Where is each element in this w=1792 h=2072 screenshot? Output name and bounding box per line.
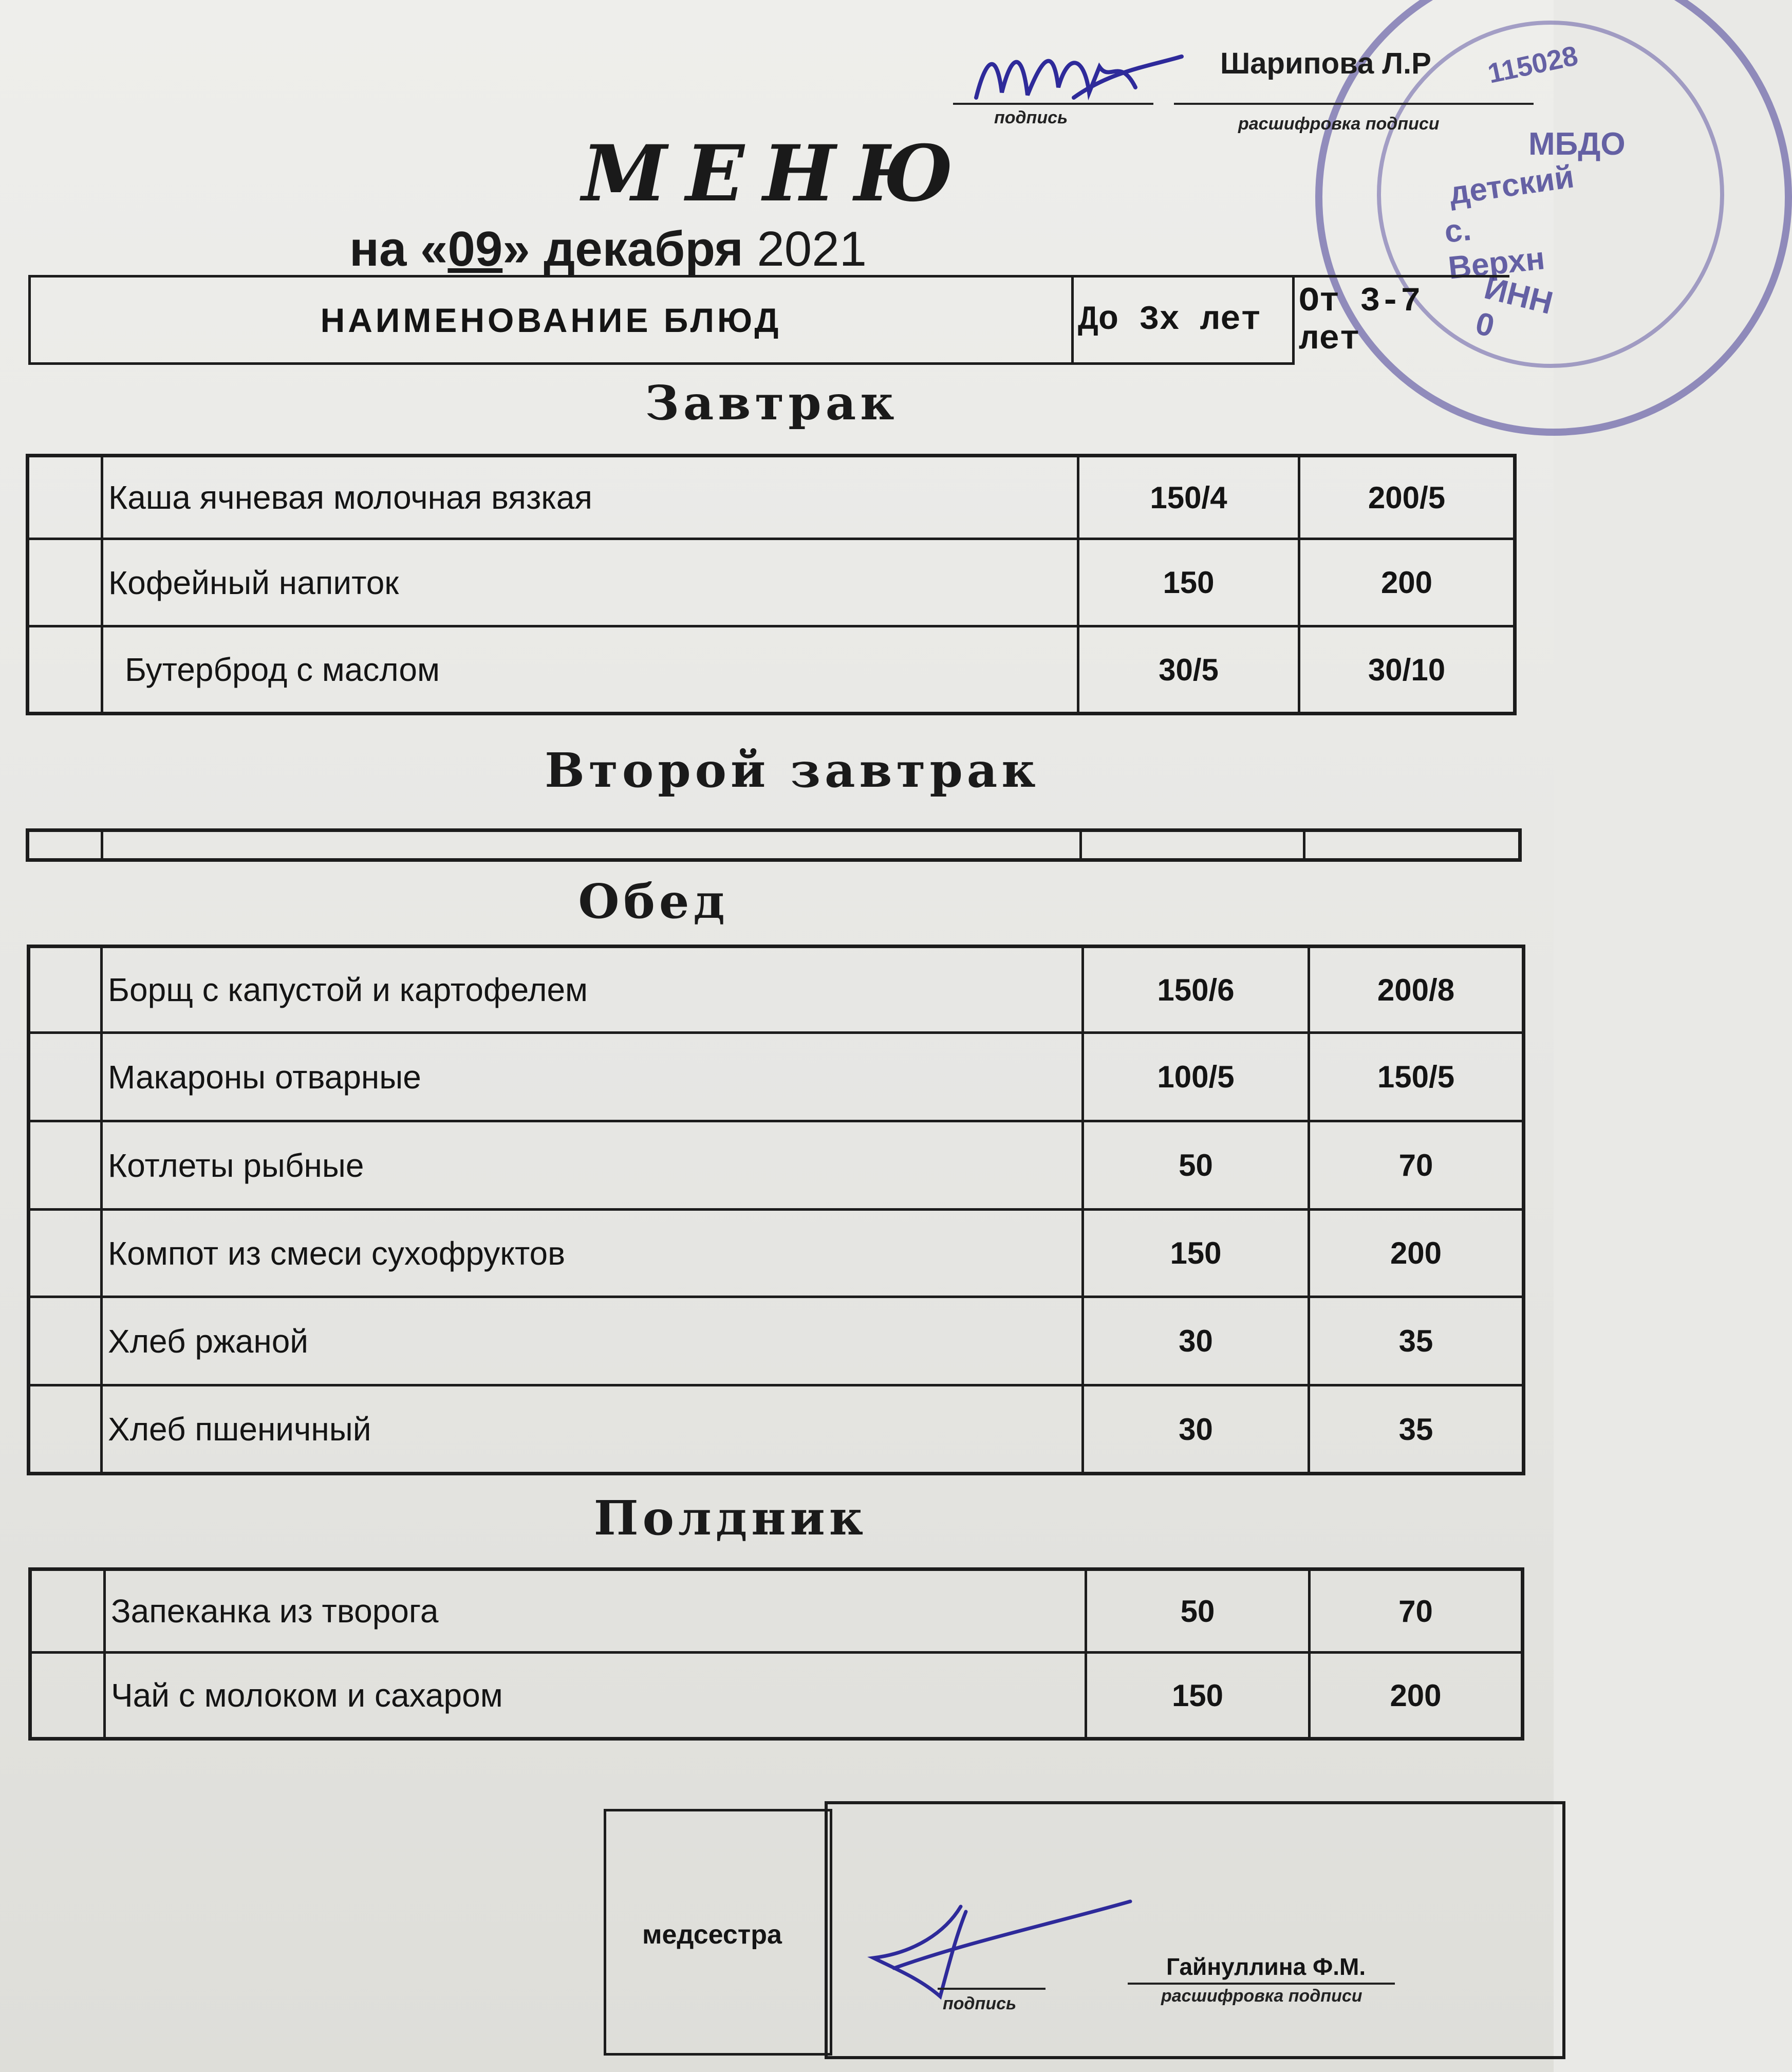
lunch-table	[27, 945, 1525, 1475]
page-title: МЕНЮ	[582, 128, 972, 219]
portion-3-7: 200/8	[1309, 947, 1524, 1033]
table-row	[29, 1121, 1524, 1210]
snack-table	[28, 1567, 1524, 1741]
approval-signature-caption: подпись	[994, 108, 1068, 127]
dish-name: Макароны отварные	[102, 1033, 1083, 1121]
portion-3-7: 200	[1309, 1210, 1524, 1297]
date-year: 2021	[757, 221, 867, 276]
table-row	[28, 626, 1515, 714]
empty-cell	[1081, 830, 1304, 860]
dish-name: Чай с молоком и сахаром	[105, 1653, 1086, 1739]
portion-3-7: 200	[1310, 1653, 1523, 1739]
row-index-cell	[28, 539, 102, 626]
footer-role: медсестра	[642, 1920, 782, 1950]
table-row	[29, 1033, 1524, 1121]
row-index-cell	[28, 456, 102, 539]
table-row	[28, 830, 1520, 860]
table-row	[29, 947, 1524, 1033]
portion-under-3: 150/6	[1083, 947, 1309, 1033]
nurse-signature	[863, 1891, 1151, 2009]
table-row	[29, 1385, 1524, 1474]
column-header-under-3: До 3х лет	[1073, 276, 1294, 364]
portion-3-7: 35	[1309, 1385, 1524, 1474]
empty-cell	[1304, 830, 1520, 860]
row-index-cell	[29, 1297, 102, 1385]
row-index-cell	[29, 1385, 102, 1474]
dish-name: Хлеб пшеничный	[102, 1385, 1083, 1474]
empty-cell	[28, 830, 102, 860]
second-breakfast-table	[26, 828, 1522, 862]
row-index-cell	[30, 1569, 105, 1653]
stamp-text: с. Верхн	[1443, 211, 1547, 286]
stamp-text: 115028	[1485, 40, 1581, 89]
column-header-3-7	[1294, 276, 1509, 364]
row-index-cell	[29, 947, 102, 1033]
portion-3-7: 70	[1309, 1121, 1524, 1210]
row-index-cell	[29, 1121, 102, 1210]
stamp-text: МБДО	[1528, 126, 1626, 162]
section-title-second-breakfast: Второй завтрак	[545, 743, 1040, 798]
row-index-cell	[29, 1033, 102, 1121]
footer-signature-line	[938, 1988, 1046, 1990]
row-index-cell	[28, 626, 102, 714]
column-header-3-7-line1: От 3-7	[1299, 282, 1421, 321]
section-title-snack: Полдник	[593, 1490, 868, 1546]
stamp-text: детский	[1447, 159, 1576, 212]
approval-decode-line	[1174, 103, 1534, 105]
portion-under-3: 150/4	[1078, 456, 1299, 539]
footer-name: Гайнуллина Ф.М.	[1166, 1953, 1366, 1980]
empty-cell	[102, 830, 1081, 860]
portion-under-3: 30/5	[1078, 626, 1299, 714]
table-row	[28, 539, 1515, 626]
approval-signature-line	[953, 103, 1153, 105]
section-title-lunch: Обед	[578, 874, 729, 929]
table-row	[28, 456, 1515, 539]
table-row	[29, 1297, 1524, 1385]
dish-name: Бутерброд с маслом	[102, 626, 1078, 714]
row-index-cell	[30, 1653, 105, 1739]
dish-name: Борщ с капустой и картофелем	[102, 947, 1083, 1033]
date-prefix: на «	[349, 221, 448, 276]
column-header-name: НАИМЕНОВАНИЕ БЛЮД	[30, 276, 1073, 364]
portion-3-7: 70	[1310, 1569, 1523, 1653]
portion-under-3: 50	[1086, 1569, 1310, 1653]
menu-date	[349, 221, 867, 278]
stamp-text: ИНН 0	[1472, 270, 1557, 344]
portion-under-3: 30	[1083, 1385, 1309, 1474]
column-header-3-7-line2: лет	[1299, 320, 1360, 359]
portion-under-3: 150	[1083, 1210, 1309, 1297]
dish-name: Кофейный напиток	[102, 539, 1078, 626]
table-row	[29, 1210, 1524, 1297]
portion-3-7: 150/5	[1309, 1033, 1524, 1121]
dish-name: Каша ячневая молочная вязкая	[102, 456, 1078, 539]
portion-under-3: 150	[1086, 1653, 1310, 1739]
section-title-breakfast: Завтрак	[645, 375, 899, 431]
approval-signature	[966, 36, 1192, 113]
portion-under-3: 30	[1083, 1297, 1309, 1385]
approval-name: Шарипова Л.Р	[1220, 47, 1431, 80]
dish-name: Компот из смеси сухофруктов	[102, 1210, 1083, 1297]
date-day: 09	[447, 221, 503, 276]
table-row	[30, 1569, 1523, 1653]
portion-under-3: 150	[1078, 539, 1299, 626]
breakfast-table	[26, 454, 1517, 715]
approval-decode-caption: расшифровка подписи	[1238, 114, 1440, 134]
portion-3-7: 200	[1299, 539, 1515, 626]
portion-under-3: 100/5	[1083, 1033, 1309, 1121]
header-table	[28, 275, 1509, 365]
footer-decode-line	[1128, 1983, 1395, 1985]
portion-3-7: 200/5	[1299, 456, 1515, 539]
portion-3-7: 30/10	[1299, 626, 1515, 714]
dish-name: Котлеты рыбные	[102, 1121, 1083, 1210]
dish-name: Запеканка из творога	[105, 1569, 1086, 1653]
row-index-cell	[29, 1210, 102, 1297]
portion-3-7: 35	[1309, 1297, 1524, 1385]
portion-under-3: 50	[1083, 1121, 1309, 1210]
table-row	[30, 1653, 1523, 1739]
footer-signature-caption: подпись	[943, 1994, 1017, 2013]
footer-decode-caption: расшифровка подписи	[1161, 1986, 1362, 2006]
dish-name: Хлеб ржаной	[102, 1297, 1083, 1385]
date-month: » декабря	[502, 221, 743, 276]
